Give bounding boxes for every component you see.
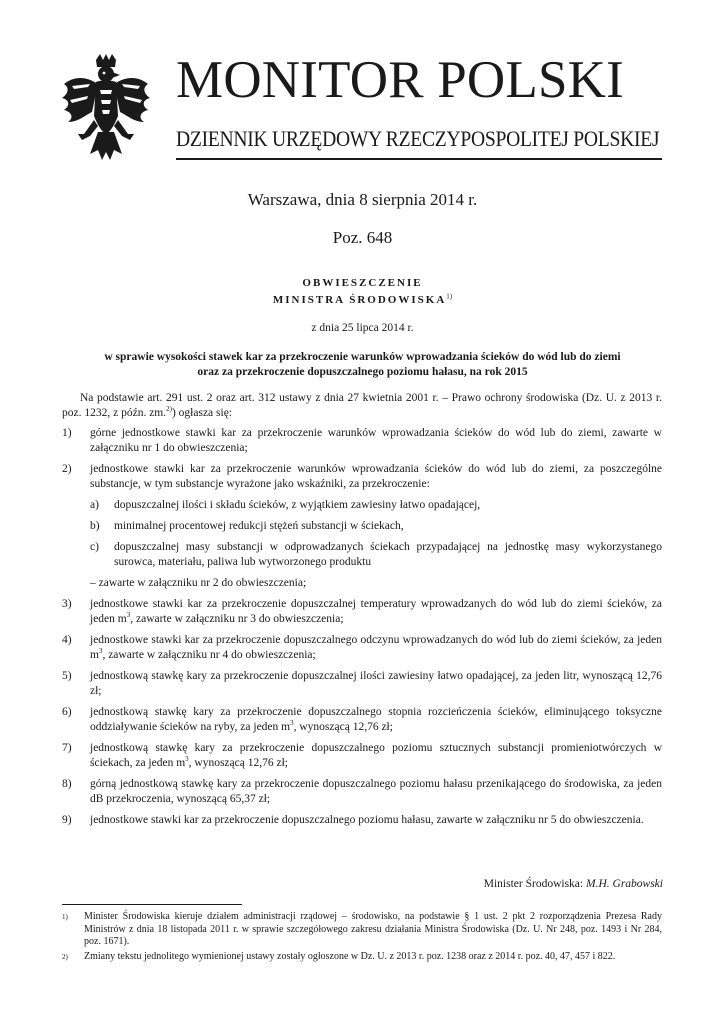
list-item-3 [62,597,662,627]
item-number: 6) [62,706,72,718]
sub-item-a [62,498,662,513]
preamble-text-end: ) ogłasza się: [171,407,233,419]
item-text: jednostkową stawkę kary za przekroczenie dopuszczalnego poziomu sztucznych substancji promieniotwórczych w ściekach, za jeden m [90,742,662,769]
subject-line-1: w sprawie wysokości stawek kar za przekroczenie warunków wprowadzania ścieków do wód lub do ziemi [104,351,621,363]
item-2-trail: – zawarte w załączniku nr 2 do obwieszczenia; [90,577,307,589]
issuer-name: MINISTRA ŚRODOWISKA [272,294,447,306]
superscript: 3 [126,611,131,620]
footnote-text: Zmiany tekstu jednolitego wymienionej ustawy zostały ogłoszone w Dz. U. z 2013 r. poz. 1238 oraz z 2014 r. poz. 40, 47, 457 i 822. [84,950,616,962]
sub-item-letter: a) [90,499,99,511]
footnote-divider [62,904,242,905]
item-text-end: , wynoszącą 12,76 zł; [188,757,288,769]
document-body [62,391,662,834]
item-text-end: , zawarte w załączniku nr 4 do obwieszczenia; [102,649,316,661]
list-item-9 [62,813,662,828]
sub-item-c [62,540,662,570]
masthead-subtitle: DZIENNIK URZĘDOWY RZECZYPOSPOLITEJ POLSKIEJ [176,126,660,151]
item-text: jednostkowe stawki kar za przekroczenie dopuszczalnego odczynu wprowadzanych do wód lub do ziemi ścieków, za jeden m [90,634,662,661]
item-number: 1) [62,427,72,439]
item-number: 8) [62,778,72,790]
list-item-1 [62,426,662,456]
document-issuer [0,294,725,306]
footnote-2 [62,951,662,964]
sub-item-letter: c) [90,541,99,553]
footnote-number: 1) [62,913,68,921]
item-number: 3) [62,598,72,610]
sub-item-b [62,519,662,534]
issuer-footnote-ref: 1) [446,292,453,301]
preamble [62,391,662,421]
item-text: jednostkowe stawki kar za przekroczenie dopuszczalnego poziomu hałasu, zawarte w załączniku nr 5 do obwieszczenia. [90,814,644,826]
masthead-title: MONITOR POLSKI [176,51,624,109]
sub-item-text: minimalnej procentowej redukcji stężeń substancji w ściekach, [114,520,404,532]
sub-item-text: dopuszczalnej masy substancji w odprowadzanych ściekach przypadającej na jednostkę masy wykorzystanego surowca, materiału, paliwa lub wytworzonego produktu [114,541,662,568]
masthead-divider [176,158,662,160]
list-item-8 [62,777,662,807]
item-number: 4) [62,634,72,646]
sub-item-text: dopuszczalnej ilości i składu ścieków, z wyjątkiem zawiesiny łatwo opadającej, [114,499,481,511]
item-number: 5) [62,670,72,682]
footnotes [62,911,662,965]
superscript: 3 [185,755,189,764]
item-text: górną jednostkową stawkę kary za przekroczenie dopuszczalnego poziomu hałasu przenikającego do środowiska, za jeden dB przekroczenia, wynoszącą 65,37 zł; [90,778,662,805]
item-text-end: , zawarte w załączniku nr 3 do obwieszczenia; [130,613,344,625]
list-item-2 [62,462,662,492]
preamble-text: Na podstawie art. 291 ust. 2 oraz art. 312 ustawy z dnia 27 kwietnia 2001 r. – Prawo ochrony środowiska (Dz. U. z 2013 r. poz. 1232, z późn. zm. [62,392,662,419]
document-type: OBWIESZCZENIE [302,277,423,289]
superscript: 3 [98,647,103,656]
document-date: z dnia 25 lipca 2014 r. [311,322,414,334]
item-text: jednostkową stawkę kary za przekroczenie dopuszczalnej ilości zawiesiny łatwo opadającej, za jeden litr, wynoszącą 12,76 zł; [90,670,662,697]
item-text-end: , wynoszącą 12,76 zł; [293,721,393,733]
list-item-7 [62,741,662,771]
publication-date: Warszawa, dnia 8 sierpnia 2014 r. [247,190,478,209]
footnote-number: 2) [62,952,68,961]
item-text: jednostkowe stawki kar za przekroczenie dopuszczalnej temperatury wprowadzanych do wód lub do ziemi ścieków, za jeden m [90,598,662,625]
polish-eagle-emblem-icon [60,54,152,164]
list-item-5 [62,669,662,699]
item-number: 7) [62,742,72,754]
list-item-4 [62,633,662,663]
document-subject [80,350,645,380]
position-number: Poz. 648 [332,228,393,247]
superscript: 3 [290,719,294,728]
signature-label: Minister Środowiska: [483,878,584,890]
sub-item-letter: b) [90,520,100,532]
signature-name: M.H. Grabowski [586,878,663,890]
subject-line-2: oraz za przekroczenie dopuszczalnego poziomu hałasu, na rok 2015 [197,366,528,378]
preamble-footnote-ref: 2) [166,405,172,414]
list-item-6 [62,705,662,735]
item-number: 2) [62,463,72,475]
item-text: górne jednostkowe stawki kar za przekroczenie warunków wprowadzania ścieków do wód lub do ziemi, zawarte w załączniku nr 1 do obwieszczenia; [90,427,662,454]
item-number: 9) [62,814,72,826]
item-text: jednostkowe stawki kar za przekroczenie warunków wprowadzania ścieków do wód lub do ziemi, za poszczególne substancje, w tym substancje wyrażone jako wskaźniki, za przekroczenie: [90,463,662,490]
item-text: jednostkową stawkę kary za przekroczenie dopuszczalnego stopnia rozcieńczenia ścieków, eliminującego toksyczne oddziaływanie ścieków na ryby, za jeden m [90,706,662,733]
signature-line [484,878,663,890]
footnote-text: Minister Środowiska kieruje działem administracji rządowej – środowisko, na podstawie § 1 ust. 2 pkt 2 rozporządzenia Prezesa Rady Ministrów z dnia 18 listopada 2011 r. w sprawie szczegółowego zakresu działania Ministra Środowiska (Dz. U. Nr 248, poz. 1493 i Nr 284, poz. 1671). [84,911,662,947]
footnote-1 [62,911,662,949]
